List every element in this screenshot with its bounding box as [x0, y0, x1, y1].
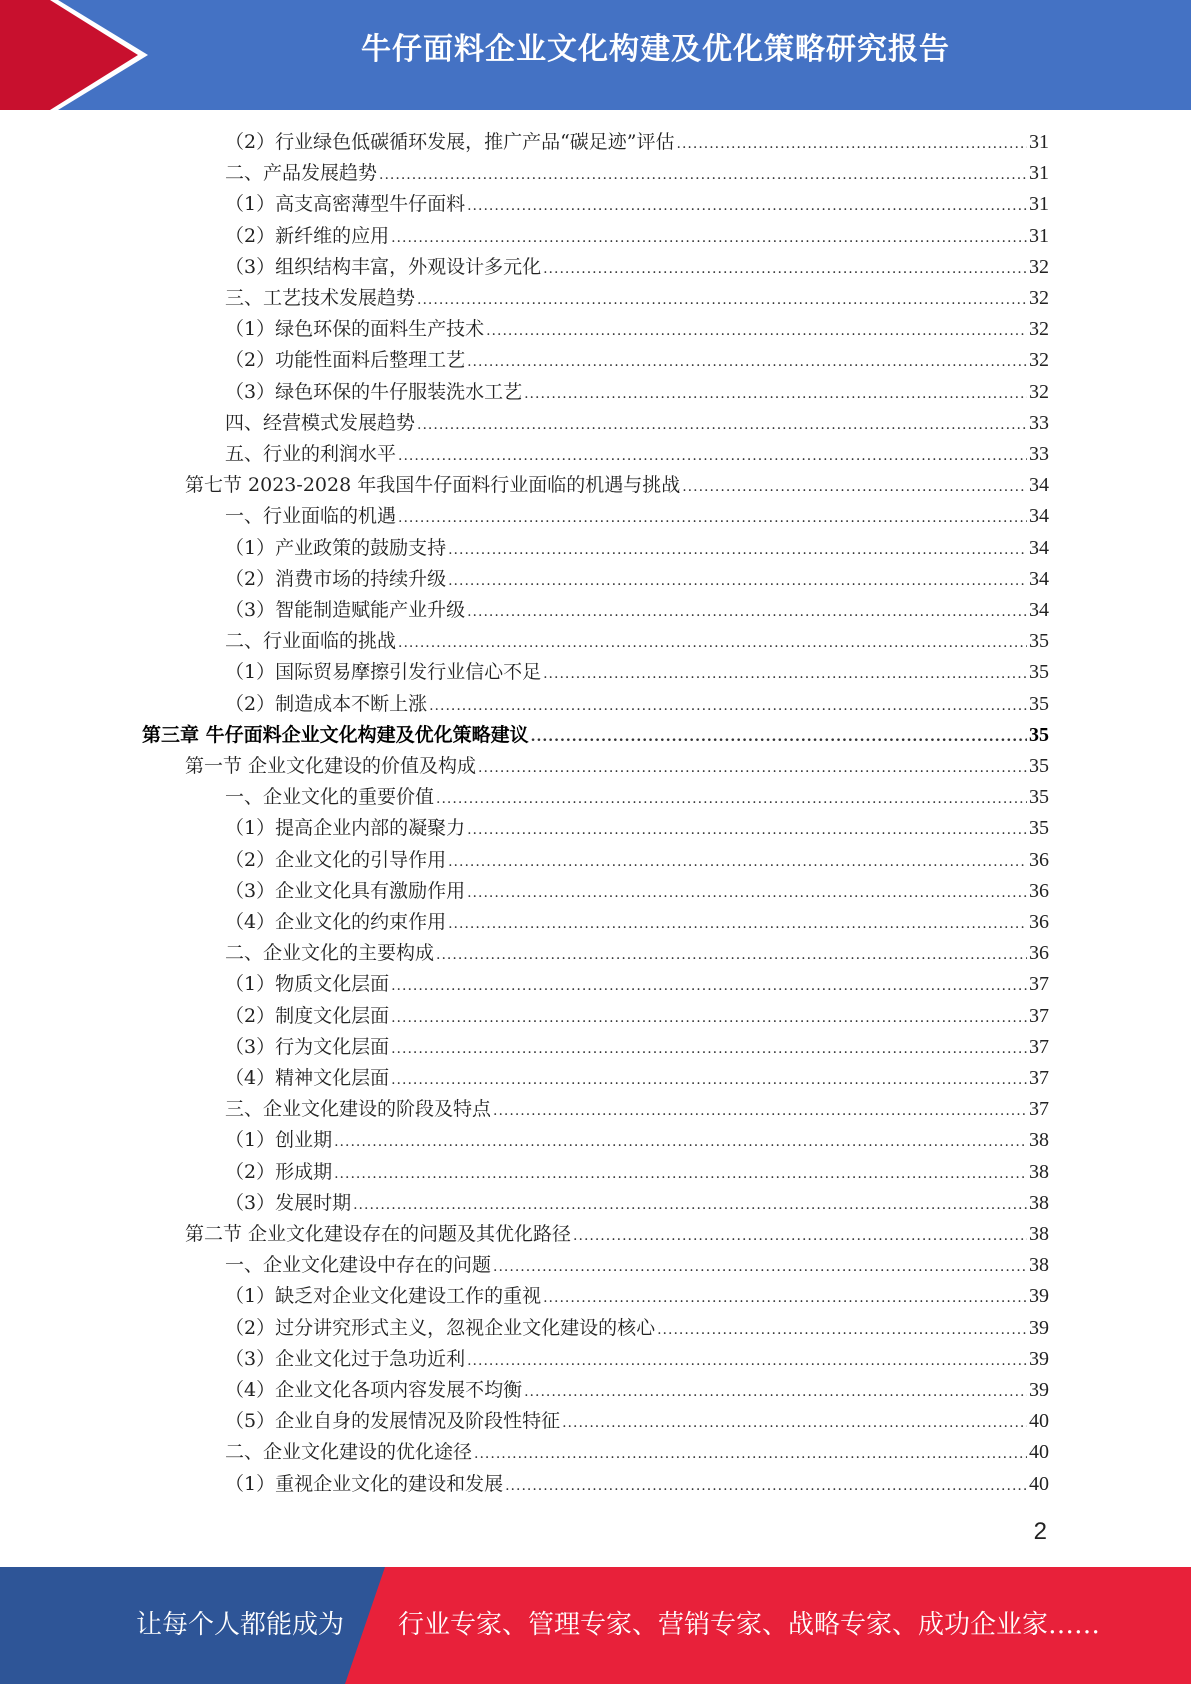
page-number: 2 [1033, 1518, 1047, 1545]
toc-entry-title: 二、产品发展趋势 [225, 162, 378, 185]
toc-entry-page: 32 [1029, 380, 1049, 403]
toc-leader-dots [353, 1190, 1027, 1221]
toc-leader-dots [467, 878, 1027, 909]
toc-entry-title: （4）企业文化的约束作用 [225, 911, 447, 933]
toc-entry-page: 32 [1029, 318, 1049, 341]
toc-leader-dots [398, 441, 1027, 472]
toc-leader-dots [391, 1034, 1027, 1065]
toc-entry[interactable] [225, 689, 1049, 720]
toc-leader-dots [467, 191, 1027, 222]
toc-leader-dots [436, 940, 1027, 971]
toc-leader-dots [486, 316, 1027, 347]
toc-entry[interactable] [225, 408, 1049, 439]
toc-entry[interactable] [225, 595, 1049, 626]
toc-entry-page: 39 [1029, 1316, 1049, 1339]
toc-leader-dots [448, 566, 1027, 597]
toc-entry-page: 37 [1029, 1004, 1049, 1027]
toc-leader-dots [677, 129, 1027, 160]
toc-entry[interactable] [225, 907, 1049, 938]
toc-entry-title: （2）制造成本不断上涨 [225, 692, 428, 715]
toc-entry-page: 35 [1029, 692, 1049, 715]
toc-entry-title: （4）企业文化各项内容发展不均衡 [225, 1379, 523, 1401]
toc-entry[interactable] [225, 938, 1049, 969]
toc-entry-page: 39 [1029, 1285, 1049, 1308]
toc-entry-title: （1）缺乏对企业文化建设工作的重视 [225, 1285, 542, 1308]
toc-entry-title: （3）企业文化具有激励作用 [225, 879, 466, 902]
toc-leader-dots [657, 1315, 1027, 1346]
toc-entry-page: 37 [1029, 973, 1049, 996]
toc-entry[interactable] [185, 751, 1049, 782]
toc-leader-dots [448, 847, 1027, 878]
toc-entry-page: 40 [1029, 1410, 1049, 1433]
toc-entry-page: 34 [1029, 474, 1049, 497]
toc-entry-title: 第七节 2023-2028 年我国牛仔面料行业面临的机遇与挑战 [185, 474, 681, 497]
toc-entry-title: 三、工艺技术发展趋势 [225, 287, 416, 309]
toc-entry-page: 40 [1029, 1441, 1049, 1464]
toc-entry-title: 一、行业面临的机遇 [225, 505, 397, 528]
toc-leader-dots [436, 784, 1027, 815]
toc-entry[interactable] [225, 283, 1049, 314]
report-title: 牛仔面料企业文化构建及优化策略研究报告 [361, 32, 950, 67]
toc-entry-title: （4）精神文化层面 [225, 1067, 390, 1089]
toc-leader-dots [429, 691, 1027, 722]
toc-entry-page: 32 [1029, 287, 1049, 309]
toc-entry-title: 第三章 牛仔面料企业文化构建及优化策略建议 [142, 723, 529, 746]
toc-leader-dots [467, 815, 1027, 846]
toc-leader-dots [531, 722, 1027, 753]
toc-leader-dots [524, 379, 1027, 410]
toc-entry-page: 37 [1029, 1098, 1049, 1121]
toc-entry-page: 36 [1029, 942, 1049, 965]
toc-entry-title: 第二节 企业文化建设存在的问题及其优化路径 [185, 1223, 572, 1245]
toc-leader-dots [474, 1439, 1027, 1470]
toc-leader-dots [573, 1221, 1027, 1252]
toc-entry[interactable] [225, 1063, 1049, 1094]
toc-entry-page: 35 [1029, 786, 1049, 809]
toc-entry-title: 第一节 企业文化建设的价值及构成 [185, 755, 477, 777]
toc-entry-page: 39 [1029, 1347, 1049, 1370]
toc-entry[interactable] [225, 1313, 1049, 1344]
toc-leader-dots [398, 628, 1027, 659]
toc-leader-dots [524, 1377, 1027, 1408]
toc-entry[interactable] [225, 314, 1049, 345]
toc-entry-page: 38 [1029, 1223, 1049, 1245]
toc-leader-dots [478, 753, 1027, 784]
toc-entry-page: 37 [1029, 1035, 1049, 1058]
toc-entry-page: 31 [1029, 131, 1049, 153]
toc-leader-dots [467, 1346, 1027, 1377]
toc-leader-dots [467, 597, 1027, 628]
toc-entry[interactable] [225, 1375, 1049, 1406]
toc-entry-title: （3）绿色环保的牛仔服装洗水工艺 [225, 380, 523, 403]
toc-entry-page: 32 [1029, 349, 1049, 372]
toc-leader-dots [334, 1127, 1027, 1158]
toc-leader-dots [562, 1408, 1027, 1439]
page-header [0, 0, 1191, 110]
toc-entry-title: （2）行业绿色低碳循环发展，推广产品“碳足迹”评估 [225, 131, 675, 153]
toc-entry-page: 34 [1029, 599, 1049, 621]
toc-entry-title: （3）行为文化层面 [225, 1035, 390, 1058]
toc-leader-dots [391, 1003, 1027, 1034]
toc-entry-page: 32 [1029, 255, 1049, 278]
toc-entry[interactable] [225, 969, 1049, 1000]
toc-entry[interactable] [225, 1437, 1049, 1468]
toc-entry-title: （1）产业政策的鼓励支持 [225, 536, 447, 559]
toc-entry-page: 35 [1029, 755, 1049, 777]
toc-entry[interactable] [225, 782, 1049, 813]
toc-entry[interactable] [142, 720, 1049, 751]
toc-entry-page: 33 [1029, 443, 1049, 465]
toc-entry[interactable] [225, 377, 1049, 408]
toc-entry[interactable] [225, 1157, 1049, 1188]
toc-leader-dots [379, 160, 1027, 191]
toc-entry[interactable] [225, 876, 1049, 907]
toc-entry-page: 36 [1029, 848, 1049, 871]
toc-leader-dots [391, 1065, 1027, 1096]
toc-entry-page: 36 [1029, 879, 1049, 902]
toc-entry[interactable] [225, 657, 1049, 688]
toc-entry[interactable] [225, 189, 1049, 220]
toc-entry-title: （2）形成期 [225, 1160, 333, 1183]
toc-entry[interactable] [225, 127, 1049, 158]
toc-leader-dots [448, 909, 1027, 940]
toc-entry-page: 35 [1029, 661, 1049, 684]
toc-leader-dots [543, 659, 1027, 690]
toc-entry-title: （2）企业文化的引导作用 [225, 848, 447, 871]
toc-entry-title: 一、企业文化建设中存在的问题 [225, 1254, 492, 1277]
toc-entry[interactable] [225, 1469, 1049, 1500]
toc-entry-title: （1）创业期 [225, 1129, 333, 1152]
toc-entry[interactable] [185, 1219, 1049, 1250]
toc-leader-dots [505, 1471, 1027, 1502]
toc-entry-title: 五、行业的利润水平 [225, 443, 397, 465]
toc-entry-title: （2）功能性面料后整理工艺 [225, 349, 466, 372]
toc-leader-dots [467, 347, 1027, 378]
toc-leader-dots [417, 285, 1027, 316]
toc-entry-title: 二、企业文化的主要构成 [225, 942, 435, 965]
page-footer [0, 1567, 1191, 1684]
toc-entry[interactable] [225, 158, 1049, 189]
toc-entry-title: （3）组织结构丰富，外观设计多元化 [225, 255, 542, 278]
toc-leader-dots [543, 1283, 1027, 1314]
toc-entry[interactable] [225, 533, 1049, 564]
toc-leader-dots [391, 971, 1027, 1002]
toc-entry-page: 39 [1029, 1379, 1049, 1401]
toc-leader-dots [398, 503, 1027, 534]
toc-leader-dots [682, 472, 1027, 503]
toc-entry[interactable] [185, 470, 1049, 501]
toc-entry[interactable] [225, 1094, 1049, 1125]
toc-entry-page: 37 [1029, 1067, 1049, 1089]
toc-entry[interactable] [225, 564, 1049, 595]
toc-entry[interactable] [225, 1032, 1049, 1063]
toc-entry-page: 34 [1029, 536, 1049, 559]
toc-leader-dots [417, 410, 1027, 441]
toc-entry-title: （2）新纤维的应用 [225, 224, 390, 247]
toc-entry[interactable] [225, 1188, 1049, 1219]
toc-entry-page: 38 [1029, 1254, 1049, 1277]
toc-entry[interactable] [225, 1281, 1049, 1312]
toc-entry[interactable] [225, 626, 1049, 657]
toc-leader-dots [543, 254, 1027, 285]
toc-entry[interactable] [225, 345, 1049, 376]
toc-entry-title: （5）企业自身的发展情况及阶段性特征 [225, 1410, 561, 1433]
toc-leader-dots [448, 535, 1027, 566]
toc-entry-title: （1）高支高密薄型牛仔面料 [225, 193, 466, 216]
toc-entry[interactable] [225, 1250, 1049, 1281]
toc-entry-page: 31 [1029, 162, 1049, 185]
toc-entry-title: （1）提高企业内部的凝聚力 [225, 817, 466, 840]
toc-entry-page: 38 [1029, 1160, 1049, 1183]
toc-entry-title: （3）企业文化过于急功近利 [225, 1347, 466, 1370]
toc-entry-page: 34 [1029, 567, 1049, 590]
toc-entry-page: 31 [1029, 193, 1049, 216]
header-arrow-icon [0, 0, 160, 110]
toc-entry-title: （1）重视企业文化的建设和发展 [225, 1472, 504, 1495]
toc-entry-page: 35 [1029, 630, 1049, 653]
toc-entry-page: 35 [1029, 817, 1049, 840]
toc-entry[interactable] [225, 501, 1049, 532]
toc-entry[interactable] [225, 1125, 1049, 1156]
toc-entry-title: （1）物质文化层面 [225, 973, 390, 996]
footer-roles: 行业专家、管理专家、营销专家、战略专家、成功企业家…… [398, 1610, 1101, 1640]
toc-entry-page: 33 [1029, 411, 1049, 434]
toc-entry[interactable] [225, 221, 1049, 252]
toc-entry[interactable] [225, 813, 1049, 844]
toc-entry-page: 36 [1029, 911, 1049, 933]
toc-entry-page: 34 [1029, 505, 1049, 528]
toc-entry-title: 四、经营模式发展趋势 [225, 411, 416, 434]
toc-entry-title: （1）绿色环保的面料生产技术 [225, 318, 485, 341]
toc-leader-dots [493, 1096, 1027, 1127]
toc-entry[interactable] [225, 845, 1049, 876]
toc-entry-page: 38 [1029, 1129, 1049, 1152]
toc-leader-dots [493, 1252, 1027, 1283]
toc-entry-page: 38 [1029, 1191, 1049, 1214]
toc-leader-dots [391, 223, 1027, 254]
toc-entry-title: （3）发展时期 [225, 1191, 352, 1214]
toc-entry-title: （3）智能制造赋能产业升级 [225, 599, 466, 621]
toc-entry-title: 一、企业文化的重要价值 [225, 786, 435, 809]
toc-entry-title: （2）过分讲究形式主义，忽视企业文化建设的核心 [225, 1316, 656, 1339]
toc-entry-title: （1）国际贸易摩擦引发行业信心不足 [225, 661, 542, 684]
toc-entry-page: 40 [1029, 1472, 1049, 1495]
toc-entry-title: 三、企业文化建设的阶段及特点 [225, 1098, 492, 1121]
toc-entry-page: 35 [1029, 723, 1049, 746]
toc-entry-title: 二、行业面临的挑战 [225, 630, 397, 653]
toc-entry-page: 31 [1029, 224, 1049, 247]
toc-entry[interactable] [225, 439, 1049, 470]
toc-entry-title: （2）消费市场的持续升级 [225, 567, 447, 590]
toc-entry[interactable] [225, 1001, 1049, 1032]
toc-entry[interactable] [225, 1344, 1049, 1375]
toc-entry-title: 二、企业文化建设的优化途径 [225, 1441, 473, 1464]
toc-entry[interactable] [225, 252, 1049, 283]
toc-entry-title: （2）制度文化层面 [225, 1004, 390, 1027]
toc-entry[interactable] [225, 1406, 1049, 1437]
toc-leader-dots [334, 1159, 1027, 1190]
footer-slogan: 让每个人都能成为 [135, 1610, 344, 1640]
